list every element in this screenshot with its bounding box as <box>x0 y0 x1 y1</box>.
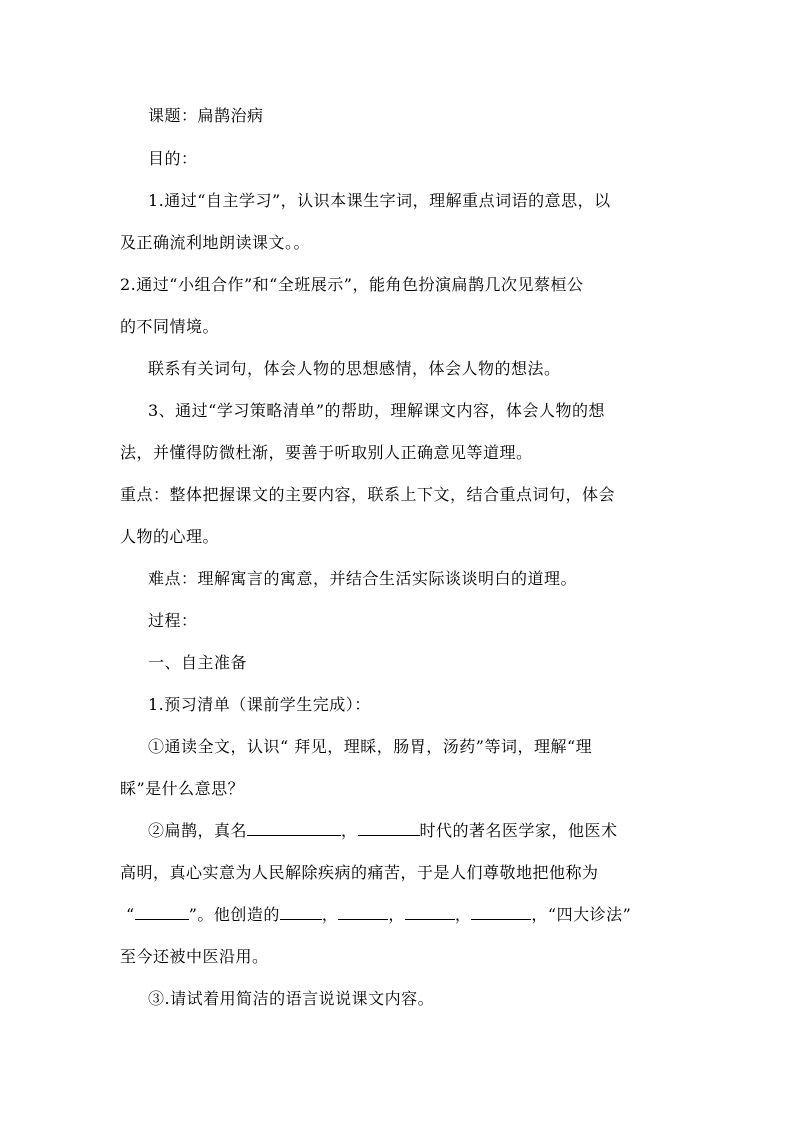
question-2-text-end: ，“四大诊法” <box>531 905 632 924</box>
goal-2-line-1: 2.通过“小组合作”和“全班展示”，能角色扮演扁鹊几次见蔡桓公 <box>120 275 584 294</box>
fill-blank[interactable] <box>358 821 420 836</box>
lesson-title: 课题：扁鹊治病 <box>148 106 264 125</box>
fill-blank[interactable] <box>405 905 455 920</box>
question-2-text-b: ， <box>341 821 358 840</box>
question-2-text-c: 时代的著名医学家，他医术 <box>419 821 618 840</box>
difficulty-line: 难点：理解寓言的寓意，并结合生活实际谈谈明白的道理。 <box>148 569 578 588</box>
goal-3-line-2: 法，并懂得防微杜渐，要善于听取别人正确意见等道理。 <box>120 443 533 462</box>
goal-1-line-1: 1.通过“自主学习”，认识本课生字词，理解重点词语的意思，以 <box>148 191 611 210</box>
fill-blank[interactable] <box>135 905 189 920</box>
question-2-line-2: 高明，真心实意为人民解除疾病的痛苦，于是人们尊敬地把他称为 <box>120 863 599 882</box>
question-1-line-1: ①通读全文，认识“ 拜见，理睬，肠胃，汤药”等词，理解“理 <box>148 737 593 756</box>
section-1-heading: 一、自主准备 <box>148 653 248 672</box>
key-point-line-1: 重点：整体把握课文的主要内容，联系上下文，结合重点词句，体会 <box>120 485 616 504</box>
purpose-heading: 目的： <box>148 149 198 168</box>
fill-blank[interactable] <box>280 905 322 920</box>
question-2-open-quote: “ <box>126 905 135 924</box>
question-2-line-4: 至今还被中医沿用。 <box>120 947 269 966</box>
fill-blank[interactable] <box>247 821 341 836</box>
key-point-line-2: 人物的心理。 <box>120 527 220 546</box>
fill-blank[interactable] <box>471 905 531 920</box>
question-2-text-d: ”。他创造的 <box>188 905 280 924</box>
question-2-separator: ， <box>388 905 405 924</box>
question-2-line-3 <box>126 905 686 925</box>
goal-2-line-2: 的不同情境。 <box>120 317 220 336</box>
process-heading: 过程： <box>148 611 198 630</box>
goal-2-extra: 联系有关词句，体会人物的思想感情，体会人物的想法。 <box>148 359 561 378</box>
question-2-separator: ， <box>321 905 339 924</box>
fill-blank[interactable] <box>338 905 388 920</box>
preview-list-title: 1.预习清单（课前学生完成）： <box>148 695 371 714</box>
question-2-separator: ， <box>454 905 472 924</box>
question-3: ③.请试着用简洁的语言说说课文内容。 <box>148 989 435 1008</box>
question-2-text-a: ②扁鹊，真名 <box>148 821 248 840</box>
question-2-line-1 <box>148 821 708 841</box>
question-1-line-2: 睬”是什么意思？ <box>120 779 245 798</box>
goal-3-line-1: 3、通过“学习策略清单”的帮助，理解课文内容，体会人物的想 <box>148 401 606 420</box>
goal-1-line-2: 及正确流利地朗读课文。。 <box>120 233 311 252</box>
